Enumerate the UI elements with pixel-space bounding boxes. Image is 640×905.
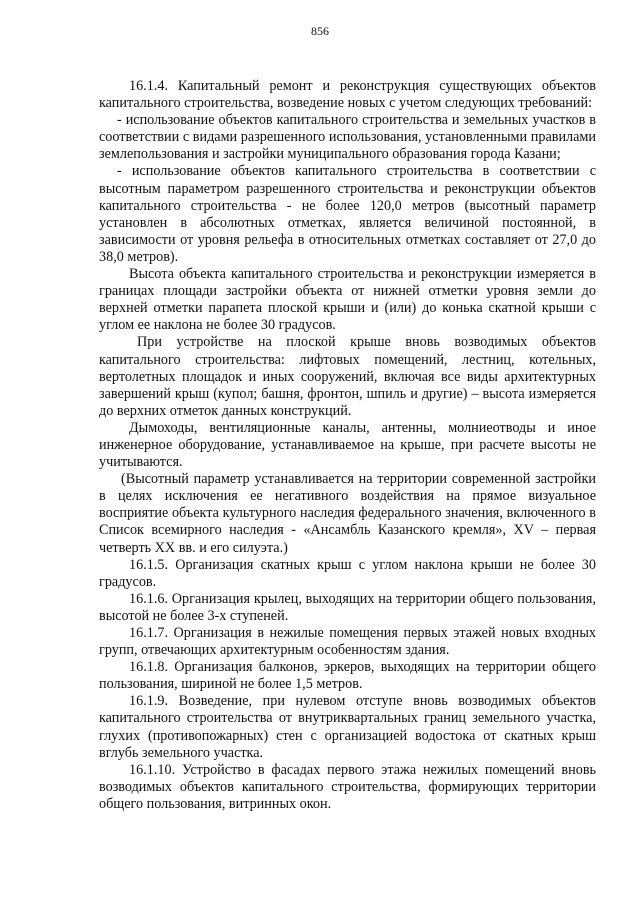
paragraph-16-1-10: 16.1.10. Устройство в фасадах первого этажа нежилых помещений вновь возводимых объектов капитального строительства, формирующих территории общего пользования, витринных окон. xyxy=(99,761,596,812)
paragraph-16-1-4: 16.1.4. Капитальный ремонт и реконструкция существующих объектов капитального строительства, возведение новых с учетом следующих требований: xyxy=(99,78,596,112)
paragraph-16-1-7: 16.1.7. Организация в нежилые помещения первых этажей новых входных групп, отвечающих архитектурным особенностям здания. xyxy=(99,625,596,659)
paragraph-land-use: - использование объектов капитального строительства и земельных участков в соответствии с видами разрешенного использования, установленными правилами землепользования и застройки муниципального образования города Казани; xyxy=(99,112,596,163)
paragraph-16-1-5: 16.1.5. Организация скатных крыш с углом наклона крыши не более 30 градусов. xyxy=(99,556,596,590)
paragraph-16-1-9: 16.1.9. Возведение, при нулевом отступе вновь возводимых объектов капитального строительства от внутриквартальных границ земельного участка, глухих (противопожарных) стен с организацией водостока от скатных крыш вглубь земельного участка. xyxy=(99,693,596,761)
paragraph-roof-structures: При устройстве на плоской крыше вновь возводимых объектов капитального строительства: лифтовых помещений, лестниц, котельных, вертолетных площадок и иных сооружений, включая все виды архитектурных завершений крыш (купол; башня, фронтон, шпиль и другие) – высота измеряется до верхних отметок данных конструкций. xyxy=(99,334,596,419)
page-number: 856 xyxy=(311,24,329,38)
paragraph-16-1-8: 16.1.8. Организация балконов, эркеров, выходящих на территории общего пользования, шириной не более 1,5 метров. xyxy=(99,659,596,693)
paragraph-height-measurement: Высота объекта капитального строительства и реконструкции измеряется в границах площади застройки объекта от нижней отметки уровня земли до верхней отметки парапета плоской крыши и (или) до конька скатной крыши с углом ее наклона не более 30 градусов. xyxy=(99,266,596,334)
paragraph-16-1-6: 16.1.6. Организация крылец, выходящих на территории общего пользования, высотой не более 3-х ступеней. xyxy=(99,590,596,624)
paragraph-roof-equipment: Дымоходы, вентиляционные каналы, антенны, молниеотводы и иное инженерное оборудование, устанавливаемое на крыше, при расчете высоты не учитываются. xyxy=(99,419,596,471)
document-body xyxy=(99,78,596,813)
paragraph-height-parameter: - использование объектов капитального строительства в соответствии с высотным параметром разрешенного строительства и реконструкции объектов капитального строительства - не более 120,0 метров (высотный параметр установлен в абсолютных отметках, является величиной постоянной, в зависимости от уровня рельефа в относительных отметках составляет от 27,0 до 38,0 метров). xyxy=(99,163,596,265)
paragraph-heritage-note: (Высотный параметр устанавливается на территории современной застройки в целях исключения ее негативного воздействия на прямое визуальное восприятие объекта культурного наследия федерального значения, включенного в Список всемирного наследия - «Ансамбль Казанского кремля», XV – первая четверть XX вв. и его силуэта.) xyxy=(99,471,596,556)
